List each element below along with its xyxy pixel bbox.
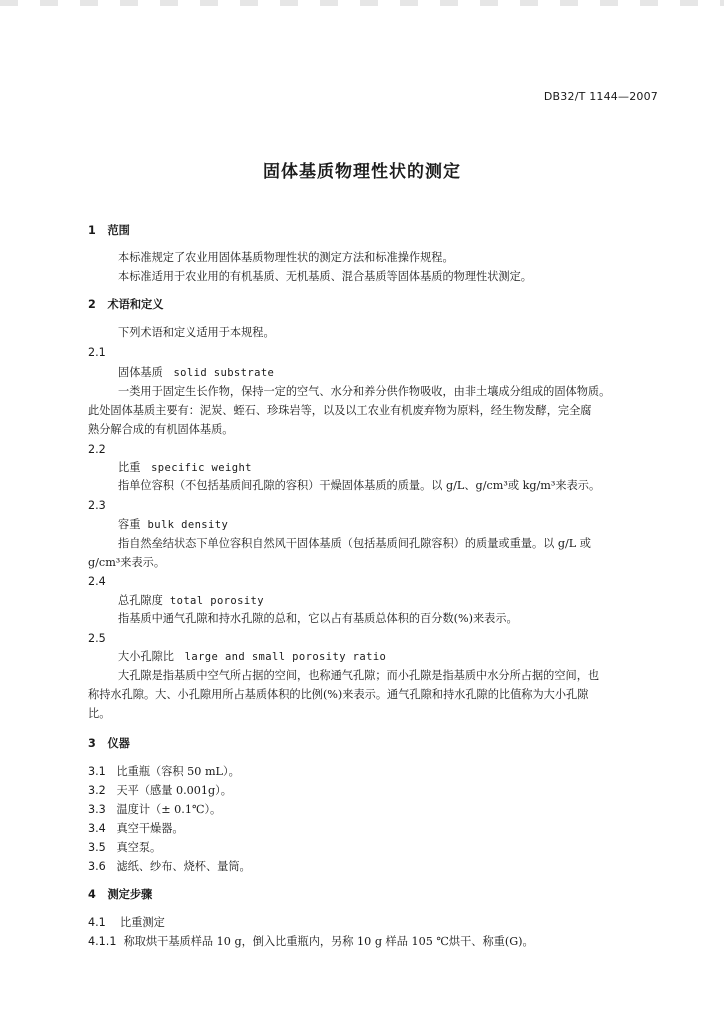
section-2-heading <box>88 298 163 312</box>
paragraph: 本标准适用于农业用的有机基质、无机基质、混合基质等固体基质的物理性状测定。 <box>118 270 532 283</box>
term-zh: 固体基质 <box>118 366 163 379</box>
definition-line: 大孔隙是指基质中空气所占据的空间，也称通气孔隙；而小孔隙是指基质中水分所占据的空间，也 <box>118 669 600 682</box>
list-item <box>88 860 251 874</box>
section-number: 4 <box>88 888 96 901</box>
definition-line: g/cm³来表示。 <box>88 556 166 569</box>
standard-code: DB32/T 1144—2007 <box>543 90 658 103</box>
definition-line: 此处固体基质主要有：泥炭、蛭石、珍珠岩等，以及以工农业有机废弃物为原料，经生物发酵，完全腐 <box>88 404 592 417</box>
subsection-number: 4.1 <box>88 916 106 929</box>
term-number: 2.3 <box>88 499 106 512</box>
item-number: 3.3 <box>88 803 106 816</box>
definition-line: 指基质中通气孔隙和持水孔隙的总和，它以占有基质总体积的百分数(%)来表示。 <box>118 612 518 625</box>
section-1-heading <box>88 224 130 238</box>
section-title: 术语和定义 <box>107 298 164 311</box>
list-item <box>88 765 240 779</box>
item-number: 3.5 <box>88 841 106 854</box>
item-number: 3.2 <box>88 784 106 797</box>
section-number: 3 <box>88 737 96 750</box>
term-zh: 比重 <box>118 461 141 474</box>
section-title: 仪器 <box>107 737 130 750</box>
paragraph: 下列术语和定义适用于本规程。 <box>118 326 275 339</box>
subsection-title: 比重测定 <box>120 916 165 929</box>
definition-line: 比。 <box>88 707 111 720</box>
term-number: 2.1 <box>88 346 106 359</box>
item-text: 滤纸、纱布、烧杯、量筒。 <box>116 860 251 873</box>
item-number: 3.1 <box>88 765 106 778</box>
term-zh: 总孔隙度 <box>118 594 163 607</box>
term-en: large and small porosity ratio <box>184 651 387 663</box>
term-title <box>118 366 274 380</box>
list-item <box>88 822 184 836</box>
term-en: solid substrate <box>173 367 275 379</box>
item-text: 温度计（± 0.1℃）。 <box>116 803 222 816</box>
term-title <box>118 518 228 532</box>
definition-line: 一类用于固定生长作物，保持一定的空气、水分和养分供作物吸收，由非土壤成分组成的固体物质。 <box>118 385 611 398</box>
term-en: total porosity <box>169 595 264 607</box>
list-item <box>88 784 232 798</box>
section-title: 测定步骤 <box>107 888 153 901</box>
page-title: 固体基质物理性状的测定 <box>263 162 461 182</box>
step-line <box>88 935 534 949</box>
step-text: 称取烘干基质样品 10 g，倒入比重瓶内，另称 10 g 样品 105 ℃烘干、称重(G)。 <box>123 935 534 948</box>
definition-line: 熟分解合成的有机固体基质。 <box>88 423 234 436</box>
scan-artifact <box>0 0 724 6</box>
term-number: 2.4 <box>88 575 106 588</box>
section-number: 2 <box>88 298 96 311</box>
item-text: 真空干燥器。 <box>116 822 184 835</box>
definition-line: 指单位容积（不包括基质间孔隙的容积）干燥固体基质的质量。以 g/L、g/cm³或 kg/m³来表示。 <box>118 479 601 492</box>
list-item <box>88 803 221 817</box>
item-number: 3.6 <box>88 860 106 873</box>
term-zh: 大小孔隙比 <box>118 650 174 663</box>
section-3-heading <box>88 737 130 751</box>
definition-line: 称持水孔隙。大、小孔隙用所占基质体积的比例(%)来表示。通气孔隙和持水孔隙的比值称为大小孔隙 <box>88 688 589 701</box>
term-en: specific weight <box>151 462 252 474</box>
paragraph: 本标准规定了农业用固体基质物理性状的测定方法和标准操作规程。 <box>118 251 454 264</box>
term-title <box>118 650 386 664</box>
subsection-heading <box>88 916 165 930</box>
term-number: 2.2 <box>88 443 106 456</box>
list-item <box>88 841 161 855</box>
step-number: 4.1.1 <box>88 935 117 948</box>
item-text: 比重瓶（容积 50 mL）。 <box>116 765 240 778</box>
term-en: bulk density <box>147 519 229 531</box>
item-text: 真空泵。 <box>116 841 162 854</box>
term-title <box>118 594 264 608</box>
item-text: 天平（感量 0.001g）。 <box>116 784 232 797</box>
section-4-heading <box>88 888 152 902</box>
section-number: 1 <box>88 224 96 237</box>
term-zh: 容重 <box>118 518 141 531</box>
item-number: 3.4 <box>88 822 106 835</box>
section-title: 范围 <box>107 224 130 237</box>
term-title <box>118 461 252 475</box>
term-number: 2.5 <box>88 632 106 645</box>
definition-line: 指自然垒结状态下单位容积自然风干固体基质（包括基质间孔隙容积）的质量或重量。以 g/L 或 <box>118 537 591 550</box>
